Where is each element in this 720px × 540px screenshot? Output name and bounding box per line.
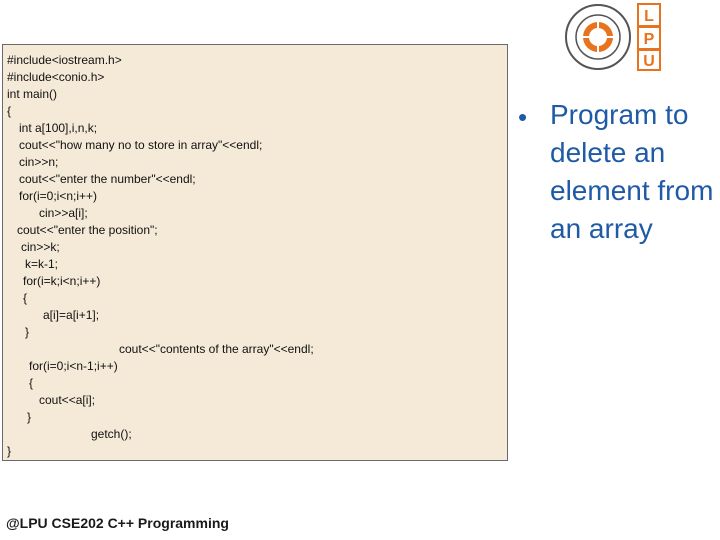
- code-line: int a[100],i,n,k;: [19, 121, 98, 135]
- code-line: a[i]=a[i+1];: [43, 308, 100, 322]
- code-line: cin>>n;: [19, 155, 59, 169]
- code-line: getch();: [91, 427, 132, 441]
- lpu-logo: [560, 2, 664, 72]
- code-line: cout<<"enter the position";: [17, 223, 158, 237]
- code-line: cout<<"contents of the array"<<endl;: [119, 342, 314, 356]
- code-line: }: [7, 444, 12, 458]
- bullet-text: Program to delete an element from an array: [550, 99, 714, 244]
- footer-text: @LPU CSE202 C++ Programming: [6, 515, 229, 531]
- logo-letter-u: U: [643, 53, 655, 70]
- code-panel: [2, 44, 508, 461]
- logo-letter-p: P: [643, 31, 655, 48]
- code-line: #include<iostream.h>: [7, 53, 122, 67]
- code-line: cin>>a[i];: [39, 206, 88, 220]
- code-line: }: [25, 325, 30, 339]
- code-line: }: [27, 410, 32, 424]
- code-line: cout<<"how many no to store in array"<<endl;: [19, 138, 263, 152]
- code-line: #include<conio.h>: [7, 70, 105, 84]
- code-line: {: [23, 291, 28, 305]
- code-line: cout<<a[i];: [39, 393, 96, 407]
- code-line: int main(): [7, 87, 58, 101]
- lpu-logo-graphic: [560, 2, 664, 72]
- code-line: for(i=0;i<n;i++): [19, 189, 98, 203]
- code-line: for(i=0;i<n-1;i++): [29, 359, 118, 373]
- code-line: {: [29, 376, 34, 390]
- bullet-icon: •: [518, 102, 528, 132]
- code-line: {: [7, 104, 12, 118]
- code-line: for(i=k;i<n;i++): [23, 274, 101, 288]
- code-line: cout<<"enter the number"<<endl;: [19, 172, 196, 186]
- code-line: k=k-1;: [25, 257, 59, 271]
- code-line: cin>>k;: [21, 240, 60, 254]
- logo-letter-l: L: [644, 8, 654, 25]
